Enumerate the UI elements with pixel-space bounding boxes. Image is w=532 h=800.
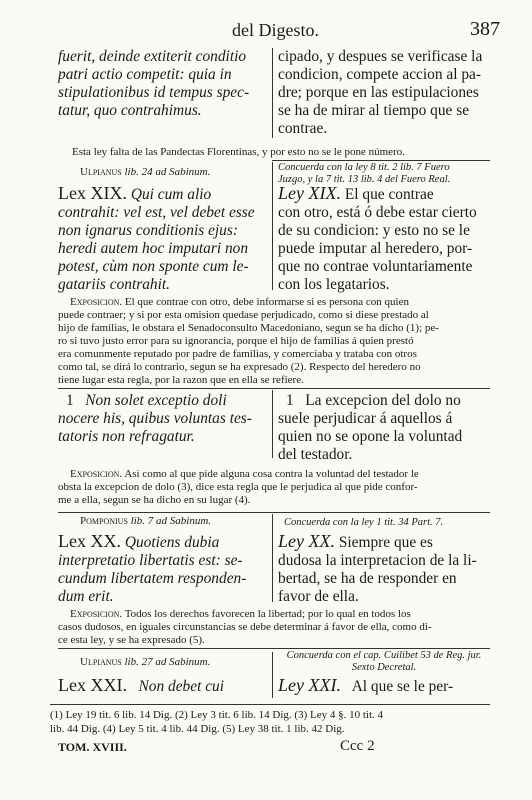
ley-label-20: Ley XX. <box>278 531 335 551</box>
spanish-column-block0 <box>278 48 490 138</box>
volume-mark: TOM. XVIII. <box>58 740 127 754</box>
exposicion-20: Exposicion. Todos los derechos favorecen la libertad; por lo qual en todos los casos dudosos, en iguales circunstancias se debe determinar á favor de ella, como di- ce esta ley, y se ha expresado (5). <box>58 608 432 646</box>
spanish-text-20: Ley XX. Siempre que es dudosa la interpretacion de la li- bertad, se ha de responder en favor de ella. <box>278 531 477 605</box>
ley-label-19: Ley XIX. <box>278 183 341 203</box>
latin-line: fuerit, deinde extiterit conditio <box>58 48 247 65</box>
latin-text-21: Lex XXI. Non debet cui <box>58 675 225 695</box>
column-divider <box>272 162 273 290</box>
running-title: del Digesto. <box>232 20 319 40</box>
missing-law-note: Esta ley falta de las Pandectas Florentinas, y por esto no se le pone número. <box>72 146 405 158</box>
rule-para1 <box>58 388 490 389</box>
source-attribution-21: Ulpianus lib. 27 ad Sabinum. <box>80 656 211 668</box>
page-number: 387 <box>470 18 500 40</box>
spanish-line: cipado, y despues se verificase la <box>278 48 483 65</box>
concordance-19: Concuerda con la ley 8 tit. 2 lib. 7 Fuero Juzgo, y la 7 tit. 13 lib. 4 del Fuero Real. <box>278 162 451 185</box>
source-attribution-19: Ulpianus lib. 24 ad Sabinum. <box>80 166 211 178</box>
spanish-text-21: Ley XXI. Al que se le per- <box>278 675 454 695</box>
latin-column-block0 <box>58 48 268 120</box>
lex-label-21: Lex XXI. <box>58 675 127 695</box>
latin-text-para1: 1 Non solet exceptio doli nocere his, quibus voluntas tes- tatoris non refragatur. <box>58 392 252 445</box>
latin-line: patri actio competit: quia in <box>58 66 232 83</box>
exposicion-para1: Exposicion. Asi como al que pide alguna cosa contra la voluntad del testador le obsta la excepcion de dolo (3), dice esta regla que le perjudica al que pide confor- me a ella, segun se ha dicho en su lugar (4). <box>58 468 419 506</box>
concordance-21: Concuerda con el cap. Cuilibet 53 de Reg. jur. Sexto Decretal. <box>286 650 482 673</box>
latin-text-20: Lex XX. Quotiens dubia interpretatio libertatis est: se- cundum libertatem responden- dum erit. <box>58 531 247 605</box>
spanish-line: dre; porque en las estipulaciones <box>278 84 479 101</box>
footnote-line: (1) Ley 19 tit. 6 lib. 14 Dig. (2) Ley 3 tit. 6 lib. 14 Dig. (3) Ley 4 §. 10 tit. 4 <box>50 709 384 721</box>
latin-line: tatur, quo contrahimus. <box>58 102 202 119</box>
lex-label-20: Lex XX. <box>58 531 121 551</box>
spanish-text-19: Ley XIX. El que contrae con otro, está ó debe estar cierto de su condicion: y esto no se le puede imputar al heredero, por- que no contrae voluntariamente con los legatarios. <box>278 183 477 293</box>
column-divider <box>272 390 273 458</box>
exposicion-19: Exposicion. El que contrae con otro, debe informarse si es persona con quien puede contraer; y si por esta omision quedase perjudicado, como si diese prestado al hijo de familias, le obstara el Senadoconsulto Macedoniano, segun se ha dicho (1); pe- ro si tuvo justo error para su ignorancia, porque el hijo de familias á quien prestó era comunmente reputado por padre de familias, y comerciaba y trataba con otros como tal, se dirá lo contrario, segun se ha expresado (2). Respecto del heredero no tiene lugar esta regla, por la razon que en ella se refiere. <box>58 296 439 386</box>
footnote-rule <box>50 704 490 705</box>
source-attribution-20: Pomponius lib. 7 ad Sabinum. <box>80 515 212 527</box>
column-divider <box>272 514 273 602</box>
column-divider <box>272 48 273 138</box>
ley-label-21: Ley XXI. <box>278 675 341 695</box>
rule-21 <box>58 648 490 649</box>
rule-19 <box>272 160 490 161</box>
rule-20 <box>58 512 490 513</box>
column-divider <box>272 652 273 698</box>
spanish-text-para1: 1 La excepcion del dolo no suele perjudicar á aquellos á quien no se opone la voluntad del testador. <box>278 392 463 463</box>
spanish-line: contrae. <box>278 120 328 137</box>
signature-mark: Ccc 2 <box>340 738 375 754</box>
concordance-20: Concuerda con la ley 1 tit. 34 Part. 7. <box>284 517 444 528</box>
footnotes <box>50 708 500 736</box>
lex-label-19: Lex XIX. <box>58 183 127 203</box>
footnote-line: lib. 44 Dig. (4) Ley 5 tit. 4 lib. 44 Dig. (5) Ley 38 tit. 1 lib. 42 Dig. <box>50 723 345 735</box>
spanish-line: condicion, compete accion al pa- <box>278 66 481 83</box>
latin-text-19: Lex XIX. Qui cum alio contrahit: vel est, vel debet esse non ignarus conditionis ejus: heredi autem hoc imputari non potest, cùm non sponte cum le- gatariis contrahit. <box>58 183 255 293</box>
spanish-line: se ha de mirar al tiempo que se <box>278 102 470 119</box>
latin-line: stipulationibus id tempus spec- <box>58 84 250 101</box>
